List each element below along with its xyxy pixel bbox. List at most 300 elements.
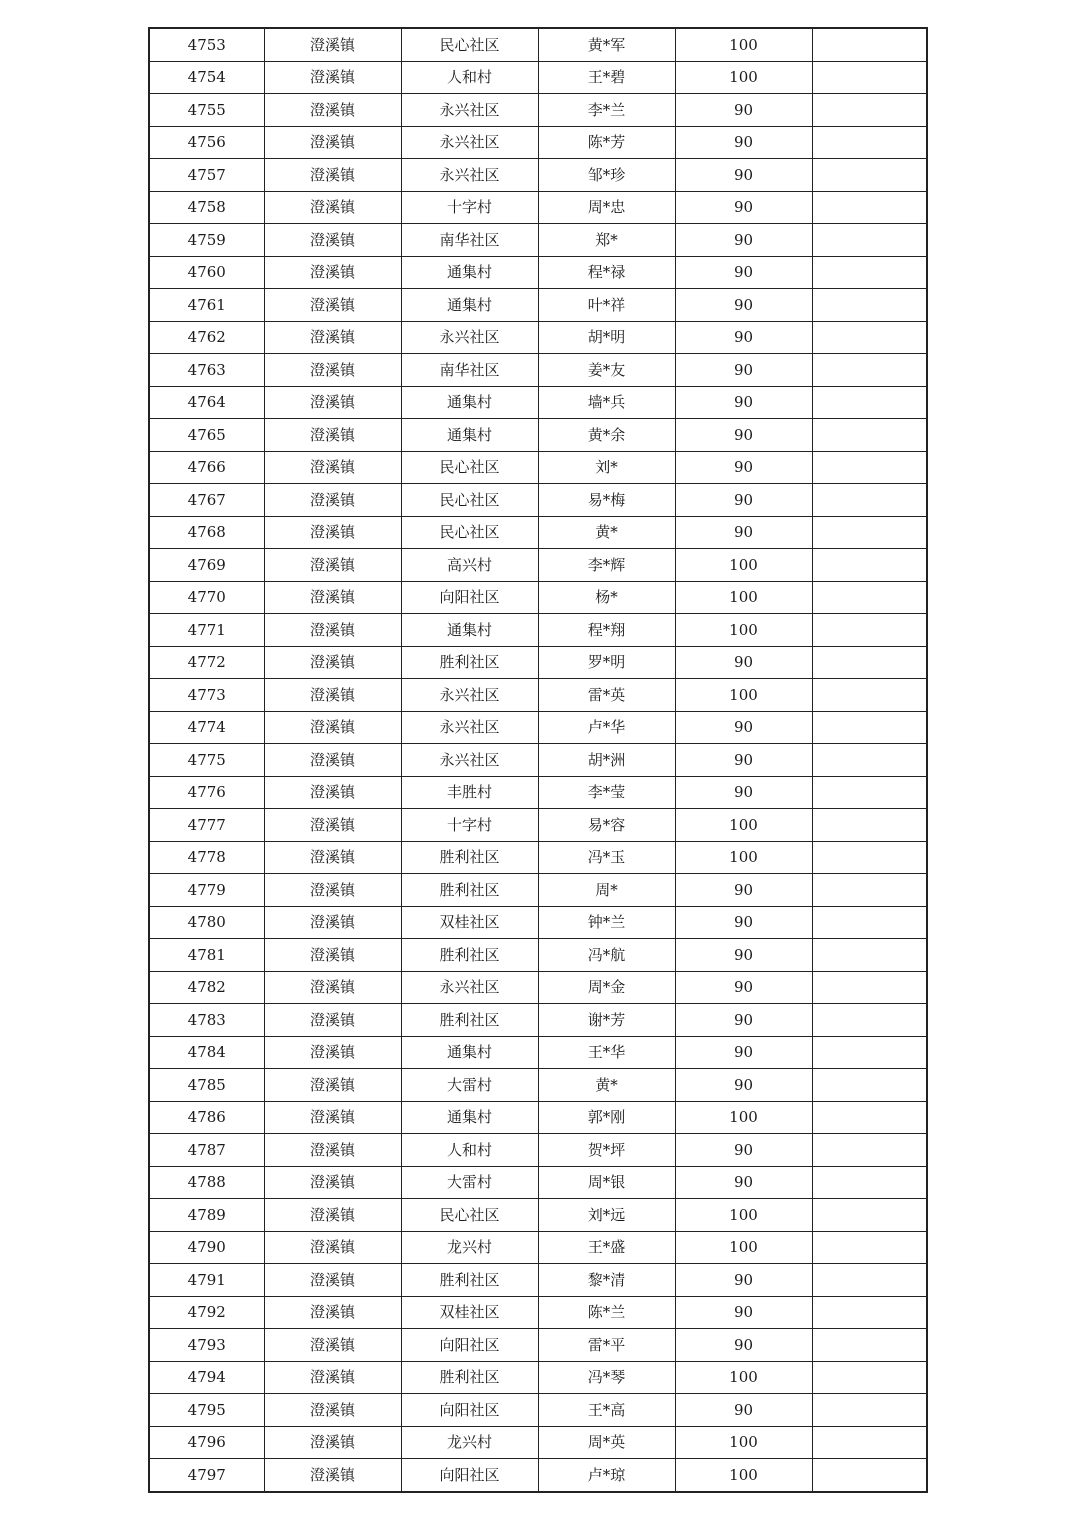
town-cell: 澄溪镇 [264, 776, 401, 809]
town-cell: 澄溪镇 [264, 581, 401, 614]
note-cell [812, 451, 927, 484]
name-cell: 邹*珍 [538, 159, 675, 192]
town-cell: 澄溪镇 [264, 679, 401, 712]
serial-number-cell: 4763 [149, 354, 264, 387]
table-row [149, 1329, 927, 1362]
name-cell: 钟*兰 [538, 906, 675, 939]
village-cell: 十字村 [401, 191, 538, 224]
table-row [149, 971, 927, 1004]
village-cell: 通集村 [401, 289, 538, 322]
serial-number-cell: 4788 [149, 1166, 264, 1199]
town-cell: 澄溪镇 [264, 711, 401, 744]
serial-number-cell: 4789 [149, 1199, 264, 1232]
amount-cell: 90 [675, 1264, 812, 1297]
amount-cell: 90 [675, 354, 812, 387]
serial-number-cell: 4790 [149, 1231, 264, 1264]
note-cell [812, 581, 927, 614]
note-cell [812, 191, 927, 224]
town-cell: 澄溪镇 [264, 1101, 401, 1134]
amount-cell: 90 [675, 484, 812, 517]
name-cell: 王*盛 [538, 1231, 675, 1264]
table-row [149, 711, 927, 744]
name-cell: 陈*芳 [538, 126, 675, 159]
town-cell: 澄溪镇 [264, 971, 401, 1004]
name-cell: 黄* [538, 1069, 675, 1102]
village-cell: 永兴社区 [401, 321, 538, 354]
serial-number-cell: 4776 [149, 776, 264, 809]
table-row [149, 1166, 927, 1199]
town-cell: 澄溪镇 [264, 1426, 401, 1459]
serial-number-cell: 4794 [149, 1361, 264, 1394]
table-row [149, 61, 927, 94]
name-cell: 罗*明 [538, 646, 675, 679]
town-cell: 澄溪镇 [264, 809, 401, 842]
village-cell: 大雷村 [401, 1166, 538, 1199]
town-cell: 澄溪镇 [264, 1199, 401, 1232]
name-cell: 墙*兵 [538, 386, 675, 419]
amount-cell: 90 [675, 159, 812, 192]
town-cell: 澄溪镇 [264, 289, 401, 322]
town-cell: 澄溪镇 [264, 321, 401, 354]
town-cell: 澄溪镇 [264, 1329, 401, 1362]
serial-number-cell: 4773 [149, 679, 264, 712]
village-cell: 通集村 [401, 1036, 538, 1069]
table-row [149, 1394, 927, 1427]
name-cell: 易*容 [538, 809, 675, 842]
table-row [149, 321, 927, 354]
town-cell: 澄溪镇 [264, 1069, 401, 1102]
amount-cell: 90 [675, 386, 812, 419]
village-cell: 通集村 [401, 386, 538, 419]
village-cell: 永兴社区 [401, 126, 538, 159]
serial-number-cell: 4761 [149, 289, 264, 322]
note-cell [812, 1199, 927, 1232]
amount-cell: 100 [675, 614, 812, 647]
town-cell: 澄溪镇 [264, 354, 401, 387]
village-cell: 南华社区 [401, 354, 538, 387]
village-cell: 龙兴村 [401, 1231, 538, 1264]
town-cell: 澄溪镇 [264, 1036, 401, 1069]
amount-cell: 90 [675, 1069, 812, 1102]
village-cell: 十字村 [401, 809, 538, 842]
note-cell [812, 321, 927, 354]
village-cell: 民心社区 [401, 484, 538, 517]
amount-cell: 100 [675, 1459, 812, 1492]
note-cell [812, 1004, 927, 1037]
note-cell [812, 484, 927, 517]
amount-cell: 100 [675, 1199, 812, 1232]
serial-number-cell: 4769 [149, 549, 264, 582]
amount-cell: 90 [675, 256, 812, 289]
name-cell: 杨* [538, 581, 675, 614]
village-cell: 胜利社区 [401, 939, 538, 972]
table-row [149, 419, 927, 452]
table-row [149, 906, 927, 939]
serial-number-cell: 4784 [149, 1036, 264, 1069]
data-table [148, 27, 928, 1493]
serial-number-cell: 4755 [149, 94, 264, 127]
note-cell [812, 126, 927, 159]
amount-cell: 100 [675, 549, 812, 582]
town-cell: 澄溪镇 [264, 744, 401, 777]
note-cell [812, 1329, 927, 1362]
table-row [149, 1296, 927, 1329]
table-row [149, 126, 927, 159]
note-cell [812, 776, 927, 809]
note-cell [812, 1459, 927, 1492]
town-cell: 澄溪镇 [264, 1134, 401, 1167]
name-cell: 王*华 [538, 1036, 675, 1069]
note-cell [812, 614, 927, 647]
note-cell [812, 679, 927, 712]
village-cell: 向阳社区 [401, 581, 538, 614]
village-cell: 胜利社区 [401, 1004, 538, 1037]
town-cell: 澄溪镇 [264, 28, 401, 61]
village-cell: 永兴社区 [401, 744, 538, 777]
serial-number-cell: 4777 [149, 809, 264, 842]
serial-number-cell: 4780 [149, 906, 264, 939]
note-cell [812, 224, 927, 257]
note-cell [812, 94, 927, 127]
amount-cell: 90 [675, 939, 812, 972]
village-cell: 大雷村 [401, 1069, 538, 1102]
serial-number-cell: 4781 [149, 939, 264, 972]
table-row [149, 1231, 927, 1264]
serial-number-cell: 4782 [149, 971, 264, 1004]
table-row [149, 646, 927, 679]
name-cell: 雷*平 [538, 1329, 675, 1362]
town-cell: 澄溪镇 [264, 516, 401, 549]
note-cell [812, 256, 927, 289]
village-cell: 通集村 [401, 256, 538, 289]
serial-number-cell: 4772 [149, 646, 264, 679]
town-cell: 澄溪镇 [264, 224, 401, 257]
note-cell [812, 159, 927, 192]
town-cell: 澄溪镇 [264, 1459, 401, 1492]
table-row [149, 1361, 927, 1394]
amount-cell: 100 [675, 28, 812, 61]
town-cell: 澄溪镇 [264, 1264, 401, 1297]
serial-number-cell: 4767 [149, 484, 264, 517]
village-cell: 南华社区 [401, 224, 538, 257]
serial-number-cell: 4785 [149, 1069, 264, 1102]
town-cell: 澄溪镇 [264, 126, 401, 159]
village-cell: 双桂社区 [401, 906, 538, 939]
name-cell: 雷*英 [538, 679, 675, 712]
town-cell: 澄溪镇 [264, 906, 401, 939]
name-cell: 易*梅 [538, 484, 675, 517]
table-row [149, 1036, 927, 1069]
town-cell: 澄溪镇 [264, 61, 401, 94]
note-cell [812, 1036, 927, 1069]
name-cell: 卢*华 [538, 711, 675, 744]
table-row [149, 386, 927, 419]
table-row [149, 776, 927, 809]
table-row [149, 744, 927, 777]
amount-cell: 100 [675, 1101, 812, 1134]
village-cell: 胜利社区 [401, 874, 538, 907]
name-cell: 黄*军 [538, 28, 675, 61]
village-cell: 通集村 [401, 1101, 538, 1134]
name-cell: 刘* [538, 451, 675, 484]
town-cell: 澄溪镇 [264, 1231, 401, 1264]
town-cell: 澄溪镇 [264, 614, 401, 647]
name-cell: 胡*洲 [538, 744, 675, 777]
amount-cell: 100 [675, 581, 812, 614]
amount-cell: 90 [675, 646, 812, 679]
name-cell: 黄* [538, 516, 675, 549]
name-cell: 叶*祥 [538, 289, 675, 322]
amount-cell: 100 [675, 679, 812, 712]
amount-cell: 90 [675, 1296, 812, 1329]
note-cell [812, 549, 927, 582]
village-cell: 永兴社区 [401, 971, 538, 1004]
serial-number-cell: 4771 [149, 614, 264, 647]
amount-cell: 100 [675, 1361, 812, 1394]
note-cell [812, 711, 927, 744]
table-row [149, 1459, 927, 1492]
amount-cell: 90 [675, 1036, 812, 1069]
town-cell: 澄溪镇 [264, 159, 401, 192]
note-cell [812, 1394, 927, 1427]
note-cell [812, 61, 927, 94]
name-cell: 李*辉 [538, 549, 675, 582]
name-cell: 冯*玉 [538, 841, 675, 874]
note-cell [812, 28, 927, 61]
table-row [149, 191, 927, 224]
serial-number-cell: 4775 [149, 744, 264, 777]
amount-cell: 90 [675, 1004, 812, 1037]
table-row [149, 484, 927, 517]
name-cell: 周* [538, 874, 675, 907]
amount-cell: 90 [675, 1166, 812, 1199]
name-cell: 黎*清 [538, 1264, 675, 1297]
table-row [149, 224, 927, 257]
village-cell: 胜利社区 [401, 841, 538, 874]
note-cell [812, 1069, 927, 1102]
amount-cell: 90 [675, 94, 812, 127]
serial-number-cell: 4754 [149, 61, 264, 94]
amount-cell: 90 [675, 289, 812, 322]
amount-cell: 90 [675, 191, 812, 224]
name-cell: 谢*芳 [538, 1004, 675, 1037]
village-cell: 向阳社区 [401, 1459, 538, 1492]
amount-cell: 90 [675, 126, 812, 159]
village-cell: 胜利社区 [401, 1361, 538, 1394]
note-cell [812, 1231, 927, 1264]
table-row [149, 809, 927, 842]
village-cell: 通集村 [401, 614, 538, 647]
town-cell: 澄溪镇 [264, 386, 401, 419]
town-cell: 澄溪镇 [264, 1004, 401, 1037]
village-cell: 高兴村 [401, 549, 538, 582]
amount-cell: 90 [675, 516, 812, 549]
amount-cell: 100 [675, 1231, 812, 1264]
note-cell [812, 354, 927, 387]
note-cell [812, 939, 927, 972]
table-row [149, 939, 927, 972]
name-cell: 黄*余 [538, 419, 675, 452]
town-cell: 澄溪镇 [264, 484, 401, 517]
name-cell: 冯*航 [538, 939, 675, 972]
note-cell [812, 1134, 927, 1167]
amount-cell: 100 [675, 809, 812, 842]
table-row [149, 1004, 927, 1037]
note-cell [812, 516, 927, 549]
amount-cell: 90 [675, 744, 812, 777]
amount-cell: 90 [675, 451, 812, 484]
amount-cell: 90 [675, 1394, 812, 1427]
serial-number-cell: 4753 [149, 28, 264, 61]
village-cell: 永兴社区 [401, 711, 538, 744]
serial-number-cell: 4797 [149, 1459, 264, 1492]
serial-number-cell: 4758 [149, 191, 264, 224]
serial-number-cell: 4760 [149, 256, 264, 289]
name-cell: 刘*远 [538, 1199, 675, 1232]
town-cell: 澄溪镇 [264, 256, 401, 289]
note-cell [812, 1361, 927, 1394]
town-cell: 澄溪镇 [264, 1361, 401, 1394]
amount-cell: 90 [675, 711, 812, 744]
amount-cell: 90 [675, 321, 812, 354]
town-cell: 澄溪镇 [264, 1394, 401, 1427]
village-cell: 民心社区 [401, 28, 538, 61]
table-row [149, 256, 927, 289]
note-cell [812, 971, 927, 1004]
note-cell [812, 744, 927, 777]
serial-number-cell: 4765 [149, 419, 264, 452]
village-cell: 人和村 [401, 61, 538, 94]
table-row [149, 1199, 927, 1232]
serial-number-cell: 4787 [149, 1134, 264, 1167]
table-row [149, 516, 927, 549]
serial-number-cell: 4793 [149, 1329, 264, 1362]
name-cell: 胡*明 [538, 321, 675, 354]
amount-cell: 90 [675, 971, 812, 1004]
note-cell [812, 906, 927, 939]
note-cell [812, 289, 927, 322]
town-cell: 澄溪镇 [264, 94, 401, 127]
table-row [149, 874, 927, 907]
serial-number-cell: 4791 [149, 1264, 264, 1297]
name-cell: 李*兰 [538, 94, 675, 127]
village-cell: 向阳社区 [401, 1329, 538, 1362]
name-cell: 周*忠 [538, 191, 675, 224]
name-cell: 郭*刚 [538, 1101, 675, 1134]
village-cell: 人和村 [401, 1134, 538, 1167]
note-cell [812, 419, 927, 452]
serial-number-cell: 4759 [149, 224, 264, 257]
table-row [149, 289, 927, 322]
amount-cell: 90 [675, 906, 812, 939]
table-row [149, 1426, 927, 1459]
name-cell: 李*莹 [538, 776, 675, 809]
note-cell [812, 1426, 927, 1459]
serial-number-cell: 4774 [149, 711, 264, 744]
name-cell: 程*禄 [538, 256, 675, 289]
table-row [149, 94, 927, 127]
amount-cell: 90 [675, 776, 812, 809]
amount-cell: 100 [675, 61, 812, 94]
village-cell: 向阳社区 [401, 1394, 538, 1427]
serial-number-cell: 4770 [149, 581, 264, 614]
note-cell [812, 874, 927, 907]
serial-number-cell: 4764 [149, 386, 264, 419]
village-cell: 永兴社区 [401, 679, 538, 712]
amount-cell: 90 [675, 1329, 812, 1362]
table-row [149, 549, 927, 582]
town-cell: 澄溪镇 [264, 191, 401, 224]
town-cell: 澄溪镇 [264, 646, 401, 679]
name-cell: 卢*琼 [538, 1459, 675, 1492]
table-row [149, 614, 927, 647]
town-cell: 澄溪镇 [264, 841, 401, 874]
amount-cell: 90 [675, 874, 812, 907]
name-cell: 陈*兰 [538, 1296, 675, 1329]
amount-cell: 90 [675, 419, 812, 452]
table-row [149, 1264, 927, 1297]
serial-number-cell: 4757 [149, 159, 264, 192]
town-cell: 澄溪镇 [264, 1166, 401, 1199]
amount-cell: 100 [675, 841, 812, 874]
village-cell: 通集村 [401, 419, 538, 452]
table-row [149, 1134, 927, 1167]
town-cell: 澄溪镇 [264, 1296, 401, 1329]
table-row [149, 28, 927, 61]
serial-number-cell: 4778 [149, 841, 264, 874]
table-row [149, 451, 927, 484]
amount-cell: 90 [675, 224, 812, 257]
name-cell: 姜*友 [538, 354, 675, 387]
village-cell: 胜利社区 [401, 1264, 538, 1297]
serial-number-cell: 4783 [149, 1004, 264, 1037]
amount-cell: 100 [675, 1426, 812, 1459]
table-body [149, 28, 927, 1492]
village-cell: 双桂社区 [401, 1296, 538, 1329]
village-cell: 民心社区 [401, 1199, 538, 1232]
name-cell: 周*银 [538, 1166, 675, 1199]
name-cell: 王*高 [538, 1394, 675, 1427]
serial-number-cell: 4756 [149, 126, 264, 159]
town-cell: 澄溪镇 [264, 419, 401, 452]
name-cell: 周*英 [538, 1426, 675, 1459]
table-row [149, 581, 927, 614]
note-cell [812, 841, 927, 874]
note-cell [812, 1296, 927, 1329]
note-cell [812, 386, 927, 419]
serial-number-cell: 4792 [149, 1296, 264, 1329]
serial-number-cell: 4786 [149, 1101, 264, 1134]
name-cell: 郑* [538, 224, 675, 257]
table-row [149, 841, 927, 874]
serial-number-cell: 4779 [149, 874, 264, 907]
town-cell: 澄溪镇 [264, 939, 401, 972]
village-cell: 丰胜村 [401, 776, 538, 809]
note-cell [812, 1101, 927, 1134]
town-cell: 澄溪镇 [264, 549, 401, 582]
name-cell: 贺*坪 [538, 1134, 675, 1167]
name-cell: 程*翔 [538, 614, 675, 647]
table-row [149, 1069, 927, 1102]
note-cell [812, 809, 927, 842]
table-row [149, 354, 927, 387]
name-cell: 王*碧 [538, 61, 675, 94]
serial-number-cell: 4762 [149, 321, 264, 354]
note-cell [812, 1166, 927, 1199]
town-cell: 澄溪镇 [264, 451, 401, 484]
village-cell: 民心社区 [401, 451, 538, 484]
village-cell: 胜利社区 [401, 646, 538, 679]
